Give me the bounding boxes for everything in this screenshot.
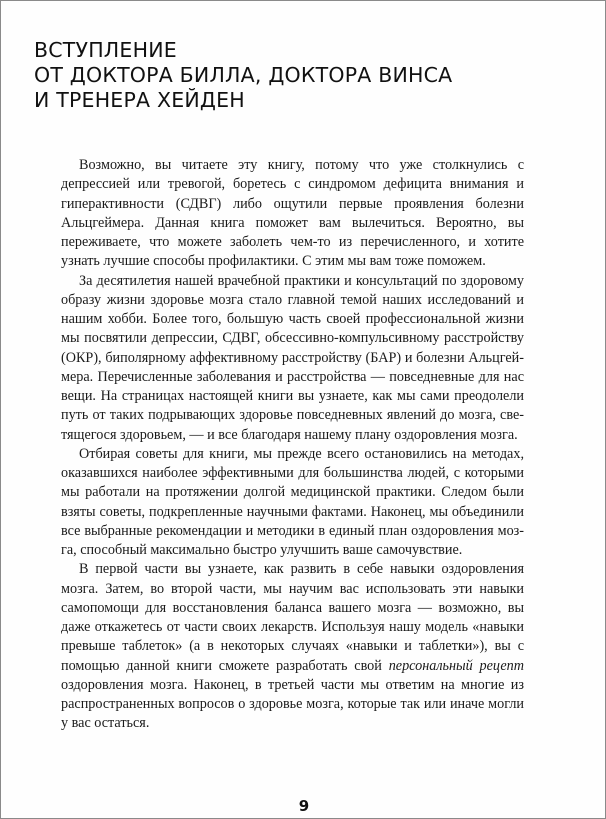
paragraph-4 <box>61 560 524 733</box>
heading-line-3: И ТРЕНЕРА ХЕЙДЕН <box>34 88 245 112</box>
heading-line-2: ОТ ДОКТОРА БИЛЛА, ДОКТОРА ВИНСА <box>34 63 453 87</box>
paragraph-4-start: В первой части вы узнаете, как развить в себе навыки оздоровления мозга. Затем, во второй части, мы научим вас использовать эти навыки самопомощи для восстановления баланса вашего мозга — возможно, вы даже откажетесь от части своих лекарств. Используя нашу модель «навыки превыше таблеток» (а в некоторых случаях «навыки и таблетки»), вы с помощью данной книги сможете разработать свой <box>61 561 524 674</box>
page-number: 9 <box>298 797 310 815</box>
chapter-heading <box>34 38 574 113</box>
paragraph-1: Возможно, вы читаете эту книгу, потому что уже столкнулись с депрессией или тревогой, боретесь с синдромом дефицита внимания и гиперактивности (СДВГ) либо ощутили первые проявления болезни Альцгеймера. Данная книга поможет вам вылечиться. Вероятно, вы переживаете, что можете заболеть чем-то из перечисленного, и хотите узнать лучшие способы профилактики. С этим мы вам тоже поможем. <box>61 157 524 270</box>
paragraph-4-end: оздоровления мозга. Наконец, в третьей части мы ответим на многие из распространенных вопросов о здоровье мозга, которые так или иначе могли у вас остаться. <box>61 676 524 732</box>
paragraph-2: За десятилетия нашей врачебной практики и консультаций по здоровому образу жизни здоровье мозга стало главной темой наших исследований и нашим хобби. Более того, большую часть своей профессиональной жизни мы посвятили депрессии, СДВГ, обсессивно-компульсивному расстройству (ОКР), биполярному аффективному расстройству (БАР) и болезни Альцгеймера. Перечисленные заболевания и расстройства — повседневные для нас вещи. На страницах настоящей книги вы узнаете, как мы сами преодолели путь от таких подрывающих здоровье повседневных явлений до мозга, светящегося здоровьем, — и все благодаря нашему плану оздоровления мозга. <box>61 272 524 443</box>
heading-line-1: ВСТУПЛЕНИЕ <box>34 38 177 62</box>
body-text <box>61 156 524 734</box>
paragraph-4-emphasis: персональный рецепт <box>388 657 525 674</box>
paragraph-3: Отбирая советы для книги, мы прежде всего остановились на методах, оказавшихся наиболее эффективными для большинства людей, с которыми мы работали на протяжении долгой медицинской практики. Следом были взяты советы, подкрепленные научными фактами. Наконец, мы объединили все выбранные рекомендации и методики в единый план оздоровления мозга, способный максимально быстро улучшить ваше самочувствие. <box>61 445 524 558</box>
